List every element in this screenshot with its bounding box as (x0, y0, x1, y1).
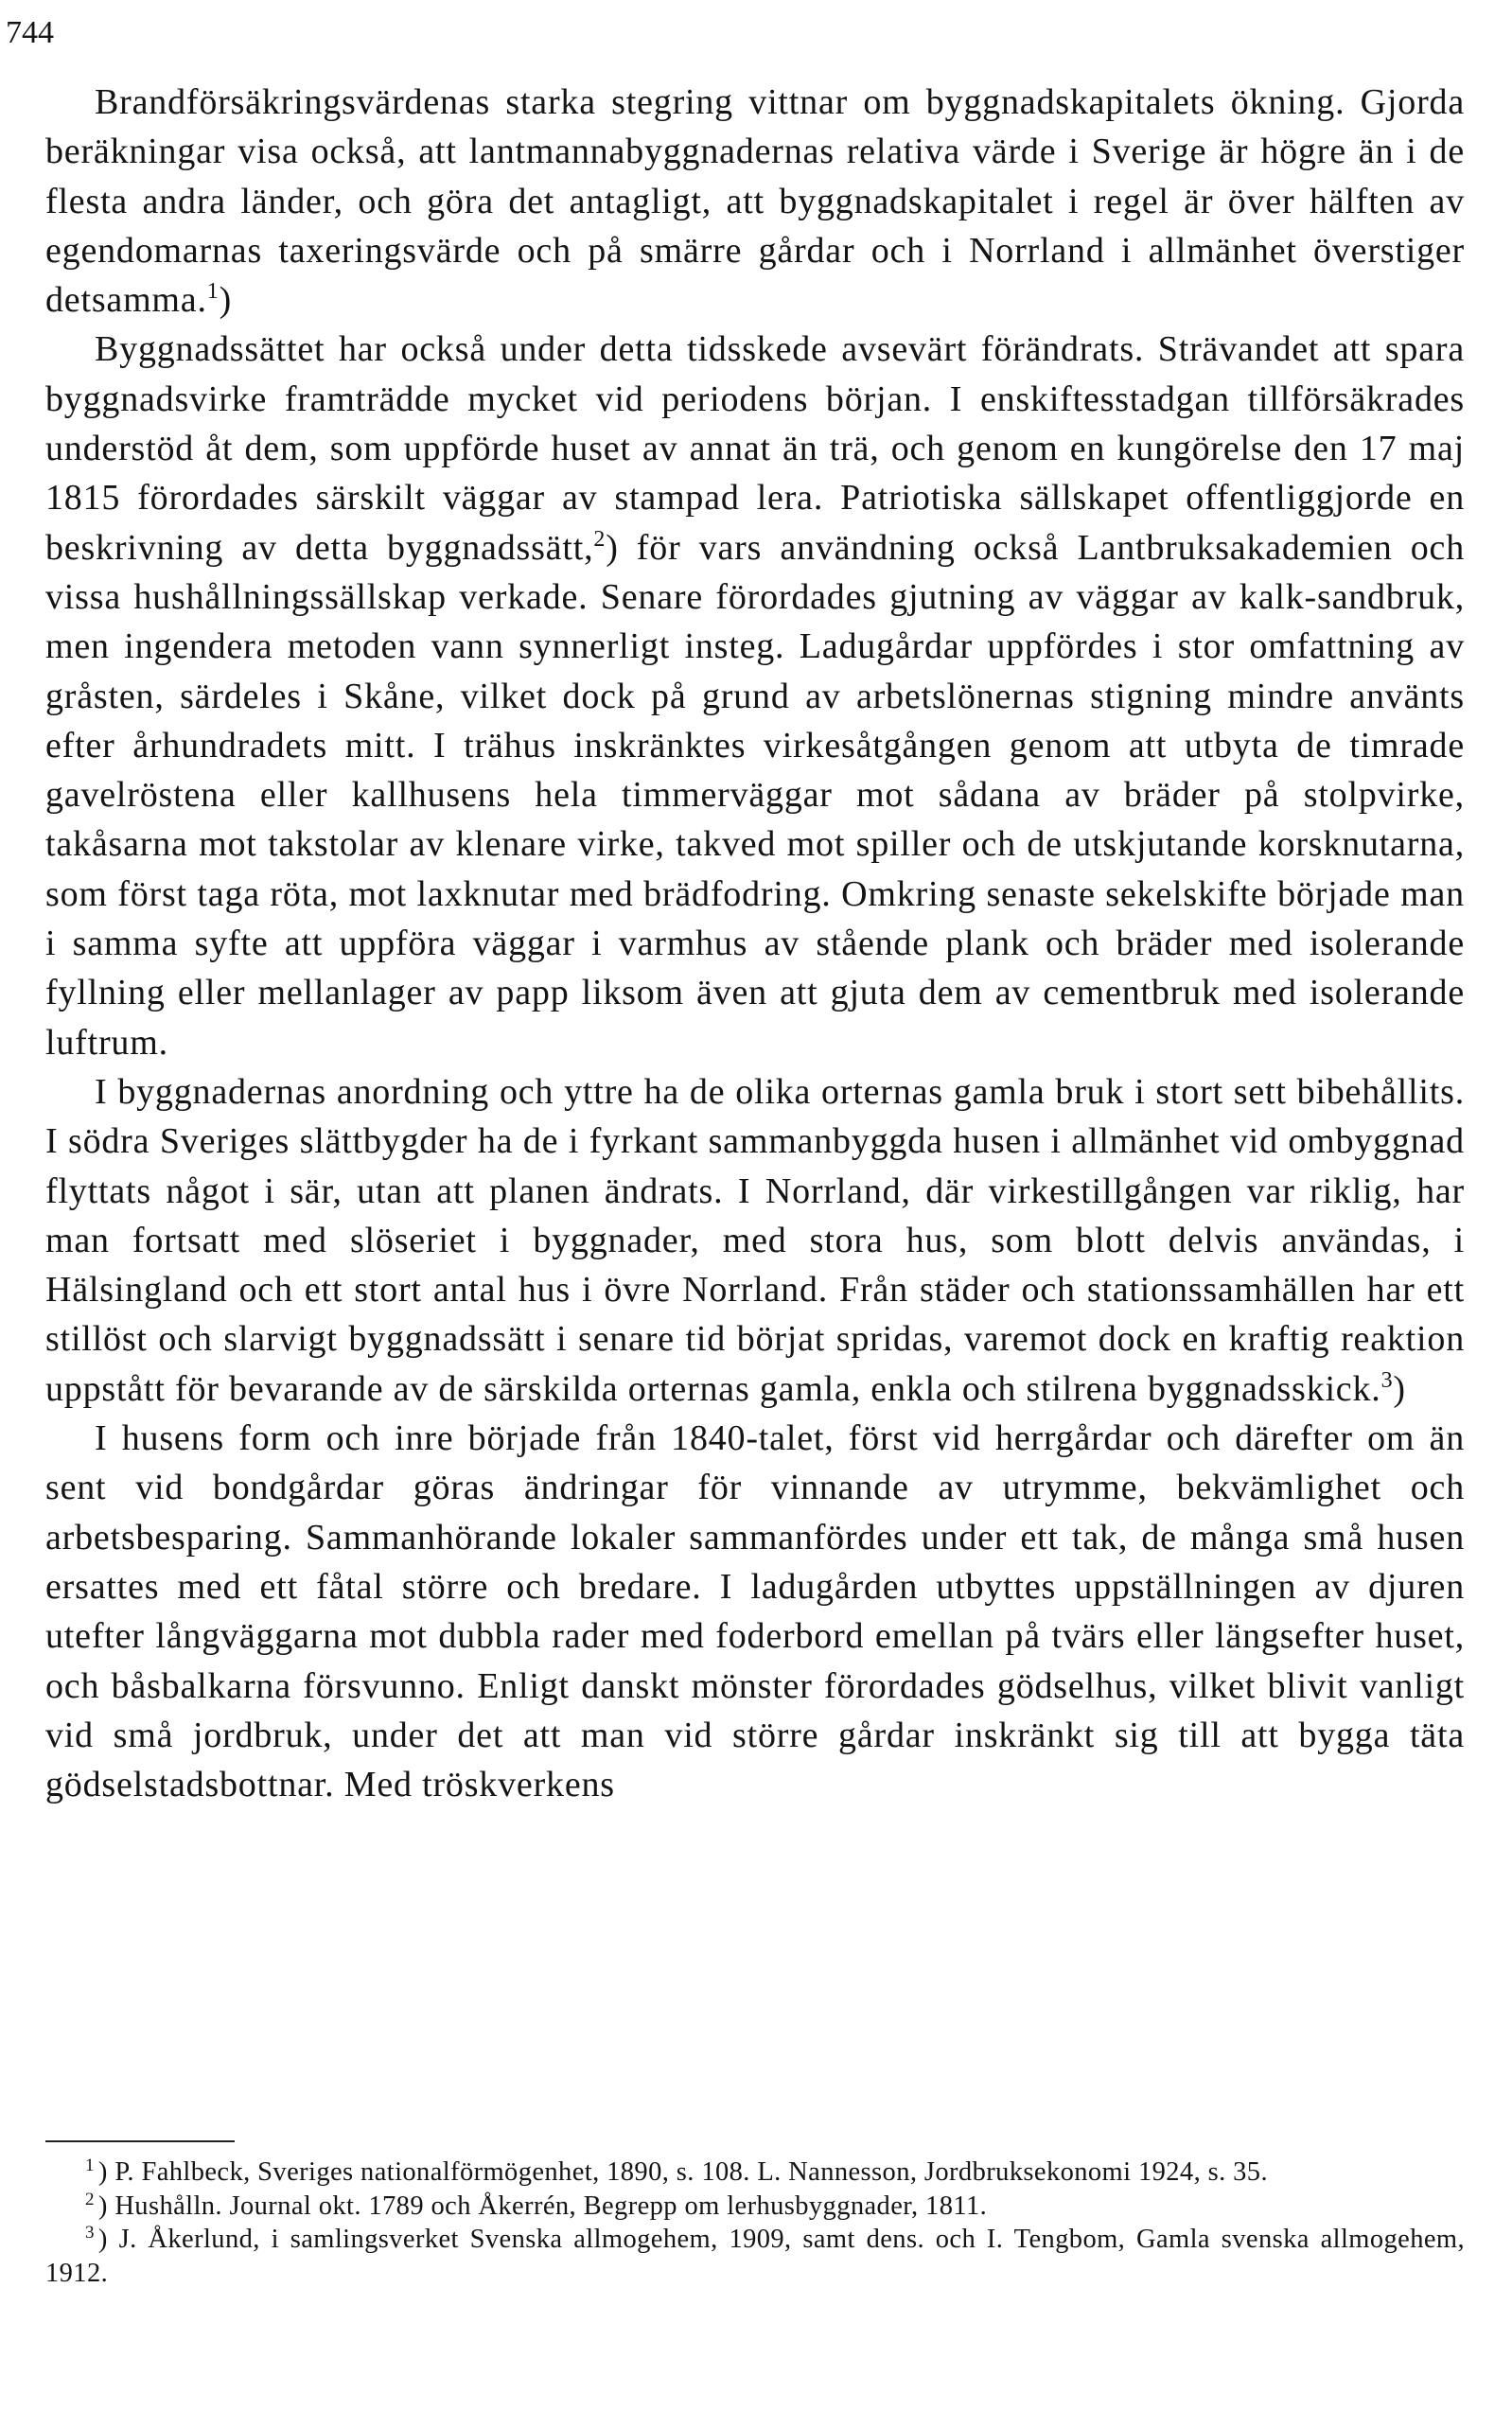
paragraph-text: I husens form och inre började från 1840-talet, först vid herrgårdar och därefter om än sent vid bondgårdar göras ändringar för vinnande av utrymme, bekvämlighet och arbetsbesparing. Sammanhörande lokaler sammanfördes under ett tak, de många små husen ersattes med ett fåtal större och bredare. I ladugården utbyttes uppställningen av djuren utefter långväggarna mot dubbla rader med foderbord emellan på tvärs eller längsefter huset, och båsbalkarna försvunno. Enligt danskt mönster förordades gödselhus, vilket blivit vanligt vid små jordbruk, under det att man vid större gårdar inskränkt sig till att bygga täta gödselstadsbottnar. Med tröskverkens (45, 1418, 1465, 1805)
footnote-3 (45, 2223, 1465, 2290)
paragraph-text: ) (219, 280, 233, 321)
paragraph-3 (45, 1067, 1465, 1414)
paragraph-text: Brandförsäkringsvärdenas starka stegring vittnar om byggnadskapitalets ökning. Gjorda beräkningar visa också, att lantmannabyggnadernas relativa värde i Sverige är högre än i de flesta andra länder, och göra det antagligt, att byggnadskapitalet i regel är över hälften av egendomarnas taxeringsvärde och på smärre gårdar och i Norrland i allmänhet överstiger detsamma. (45, 82, 1465, 321)
footnote-reference: 2 (593, 526, 607, 552)
paragraph-2 (45, 325, 1465, 1066)
footnote-text: ) Hushålln. Journal okt. 1789 och Åkerrén, Begrepp om lerhusbyggnader, 1811. (97, 2191, 988, 2221)
footnote-mark: 3 (85, 2223, 95, 2243)
footnote-2 (45, 2190, 1465, 2224)
paragraph-4 (45, 1414, 1465, 1809)
footnote-1 (45, 2156, 1465, 2190)
paragraph-text: ) för vars användning också Lantbruksakademien och vissa hushållningssällskap verkade. Senare förordades gjutning av väggar av kalk-sandbruk, men ingendera metoden vann synnerligt insteg. Ladugårdar uppfördes i stor omfattning av gråsten, särdeles i Skåne, vilket dock på grund av arbetslönernas stigning mindre använts efter århundradets mitt. I trähus inskränktes virkesåtgången genom att utbyta de timrade gavelröstena eller kallhusens hela timmerväggar mot sådana av bräder på stolpvirke, takåsarna mot takstolar av klenare virke, takved mot spiller och de utskjutande korsknutarna, som först taga röta, mot laxknutar med brädfodring. Omkring senaste sekelskifte började man i samma syfte att uppföra väggar i varmhus av stående plank och bräder med isolerande fyllning eller mellanlager av papp liksom även att gjuta dem av cementbruk med isolerande luftrum. (45, 527, 1466, 1063)
page-number: 744 (6, 15, 54, 50)
footnote-reference: 1 (206, 279, 220, 305)
footnote-rule (45, 2140, 235, 2142)
footnote-mark: 1 (85, 2156, 95, 2175)
footnote-text: ) P. Fahlbeck, Sveriges nationalförmögenhet, 1890, s. 108. L. Nannesson, Jordbruksekonomi 1924, s. 35. (97, 2157, 1268, 2187)
paragraph-1 (45, 78, 1465, 325)
paragraph-text: Byggnadssättet har också under detta tidsskede avsevärt förändrats. Strävandet att spara byggnadsvirke framträdde mycket vid periodens början. I enskiftesstadgan tillförsäkrades understöd åt dem, som uppförde huset av annat än trä, och genom en kungörelse den 17 maj 1815 förordades särskilt väggar av stampad lera. Patriotiska sällskapet offentliggjorde en beskrivning av detta byggnadssätt, (45, 329, 1465, 568)
footnotes (45, 2156, 1465, 2290)
paragraph-text: I byggnadernas anordning och yttre ha de olika orternas gamla bruk i stort sett bibehållits. I södra Sveriges slättbygder ha de i fyrkant sammanbyggda husen i allmänhet vid ombyggnad flyttats något i sär, utan att planen ändrats. I Norrland, där virkestillgången var riklig, har man fortsatt med slöseriet i byggnader, med stora hus, som blott delvis användas, i Hälsingland och ett stort antal hus i övre Norrland. Från städer och stationssamhällen har ett stillöst och slarvigt byggnadssätt i senare tid börjat spridas, varemot dock en kraftig reaktion uppstått för bevarande av de särskilda orternas gamla, enkla och stilrena byggnadsskick. (45, 1071, 1465, 1409)
footnote-mark: 2 (85, 2189, 95, 2209)
paragraph-text: ) (1393, 1368, 1406, 1409)
body-text (45, 78, 1465, 1809)
footnote-text: ) J. Åkerlund, i samlingsverket Svenska allmogehem, 1909, samt dens. och I. Tengbom, Gamla svenska allmogehem, 1912. (45, 2225, 1465, 2288)
footnote-reference: 3 (1380, 1367, 1394, 1393)
